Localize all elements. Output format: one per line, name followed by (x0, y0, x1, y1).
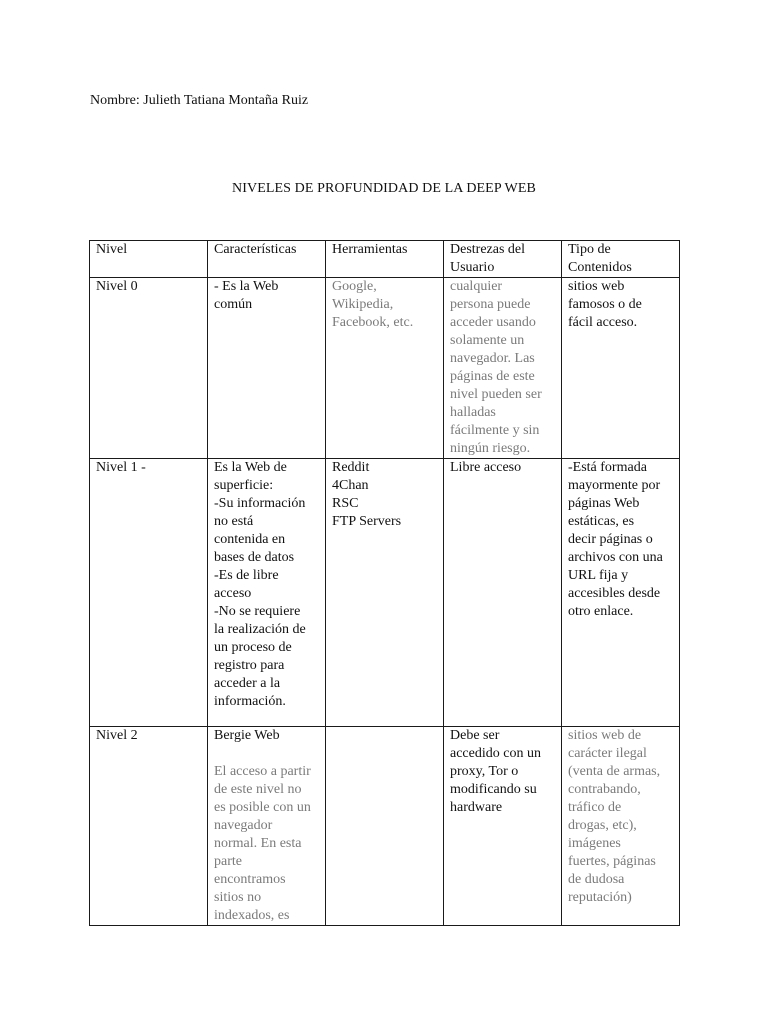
header-nivel: Nivel (90, 241, 208, 278)
deep-web-levels-table (89, 240, 680, 926)
cell-herramientas: Google, Wikipedia, Facebook, etc. (326, 278, 444, 459)
cell-spacer (214, 745, 319, 763)
header-herramientas: Herramientas (326, 241, 444, 278)
cell-contenidos: sitios web famosos o de fácil acceso. (562, 278, 680, 459)
cell-nivel: Nivel 1 - (90, 459, 208, 727)
cell-caracteristicas-title: Bergie Web (214, 728, 280, 743)
cell-destrezas: Libre acceso (444, 459, 562, 727)
table-row (90, 727, 680, 926)
header-tipo-contenidos: Tipo de Contenidos (562, 241, 680, 278)
cell-contenidos: sitios web de carácter ilegal (venta de armas, contrabando, tráfico de drogas, etc), imágenes fuertes, páginas de dudosa reputación) (562, 727, 680, 926)
header-destrezas: Destrezas del Usuario (444, 241, 562, 278)
cell-herramientas (326, 727, 444, 926)
cell-destrezas: cualquier persona puede acceder usando solamente un navegador. Las páginas de este nivel pueden ser halladas fácilmente y sin ningún riesgo. (444, 278, 562, 459)
cell-herramientas: Reddit 4Chan RSC FTP Servers (326, 459, 444, 727)
cell-contenidos: -Está formada mayormente por páginas Web estáticas, es decir páginas o archivos con una URL fija y accesibles desde otro enlace. (562, 459, 680, 727)
author-name-line: Nombre: Julieth Tatiana Montaña Ruiz (90, 93, 309, 108)
cell-caracteristicas: - Es la Web común (208, 278, 326, 459)
table-row (90, 278, 680, 459)
header-caracteristicas: Características (208, 241, 326, 278)
cell-nivel: Nivel 2 (90, 727, 208, 926)
cell-caracteristicas-body: El acceso a partir de este nivel no es posible con un navegador normal. En esta parte encontramos sitios no indexados, es (214, 764, 311, 923)
cell-caracteristicas (208, 727, 326, 926)
cell-nivel: Nivel 0 (90, 278, 208, 459)
document-title: NIVELES DE PROFUNDIDAD DE LA DEEP WEB (232, 181, 536, 196)
cell-caracteristicas: Es la Web de superficie: -Su información no está contenida en bases de datos -Es de libre acceso -No se requiere la realización de un proceso de registro para acceder a la información. (208, 459, 326, 727)
table-header-row (90, 241, 680, 278)
cell-destrezas: Debe ser accedido con un proxy, Tor o modificando su hardware (444, 727, 562, 926)
table-row (90, 459, 680, 727)
